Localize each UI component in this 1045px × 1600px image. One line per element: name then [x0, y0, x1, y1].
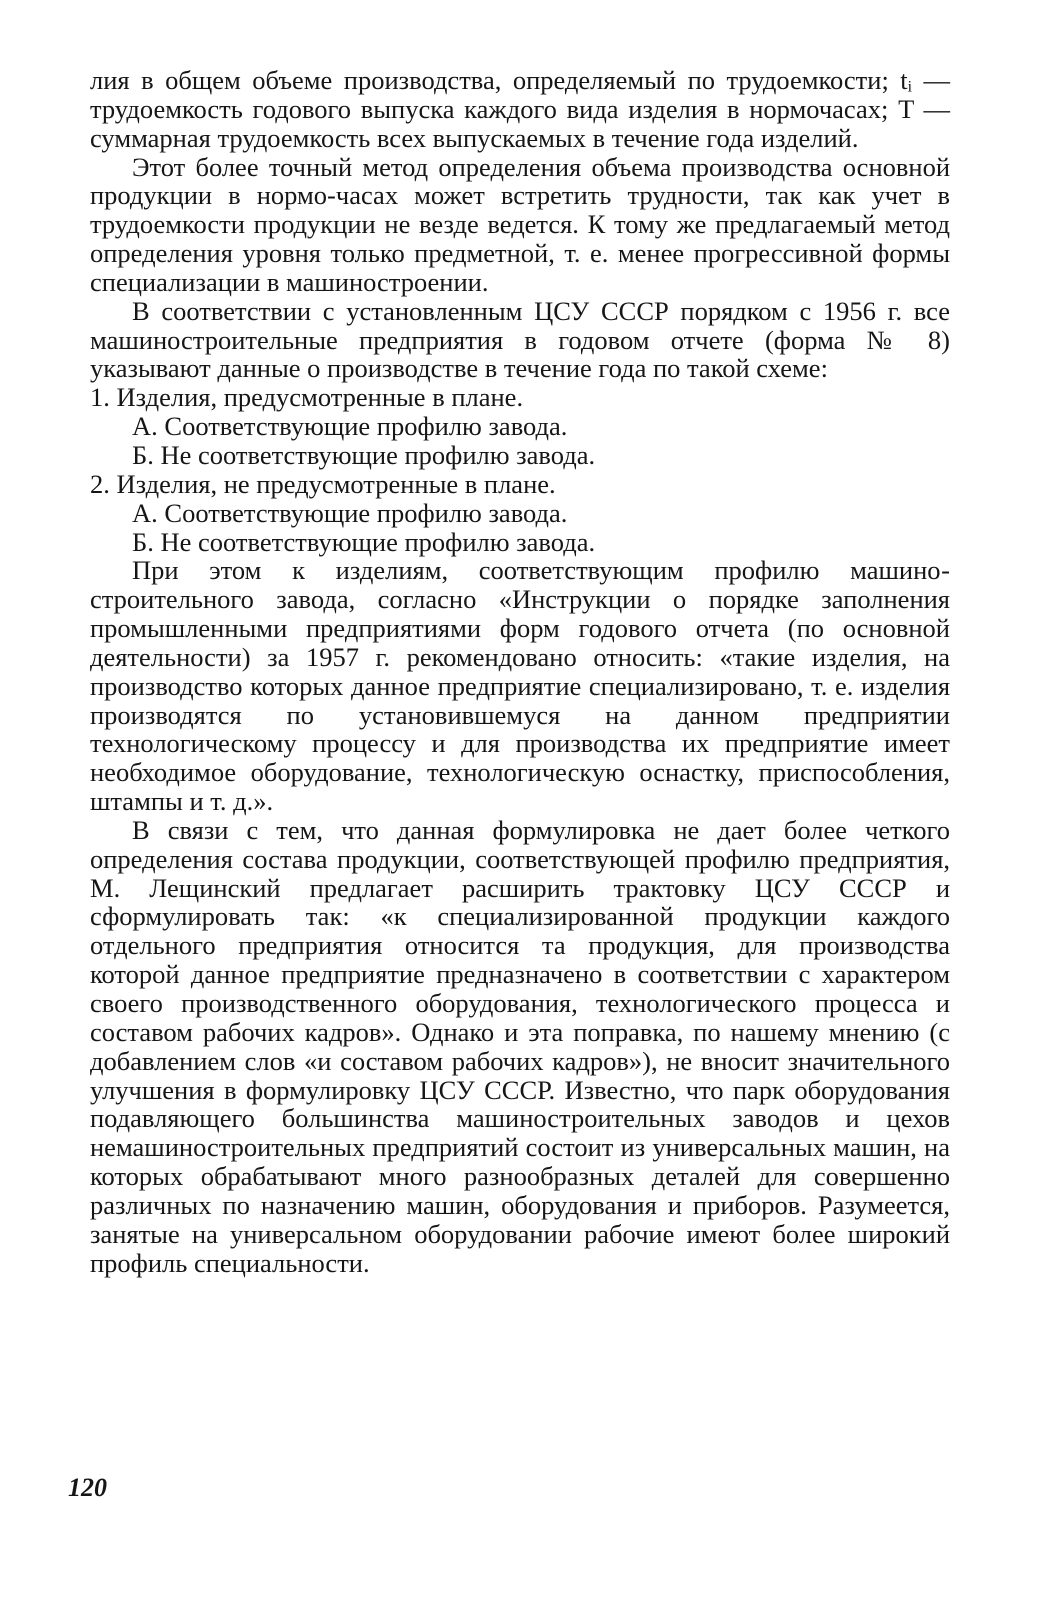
text-line: же предлагаемый метод определения уровня только предмет — [90, 209, 950, 269]
text-line: так как учет в трудоемкости продукции не везде ведется. К тому — [90, 180, 950, 240]
text-line: четкого определения состава продукции, соответствующей — [90, 814, 951, 874]
list-item: А. Соответствующие профилю завода. — [132, 411, 568, 442]
paragraph — [90, 153, 950, 297]
paragraph — [90, 66, 950, 153]
list-item: 1. Изделия, предусмотренные в плане. — [90, 382, 524, 413]
text-line: (по основной деятельности) за 1957 г. рекомендовано относить: — [90, 613, 950, 672]
text-line: специализировано, т. е. изделия производятся по установив — [90, 670, 951, 730]
text-line: При этом к изделиям, соответствующим профилю машино — [132, 555, 950, 586]
text-line: для производства их предприятие имеет необходимое оборудо — [90, 728, 950, 788]
text-line: «такие изделия, на производство которых данное предприятие — [90, 641, 950, 701]
text-line: вание, технологическую оснастку, приспособления, штампы — [90, 757, 950, 817]
text-line: В связи с тем, что данная формулировка не дает более — [132, 814, 848, 845]
list-item: 2. Изделия, не предусмотренные в плане. — [90, 468, 556, 499]
text-line: предназначено в соответствии с характером своего производ — [90, 959, 950, 1018]
text-line: вестно, что парк оборудования подавляющего большинства — [90, 1074, 950, 1134]
text-line: предприятий состоит из универсальных машин, на которых — [90, 1132, 951, 1192]
text-line: В соответствии с установленным ЦСУ СССР порядком — [132, 295, 788, 326]
text-line: различных по назначению машин, оборудования и приборов. — [90, 1189, 807, 1220]
page-number: 120 — [68, 1473, 107, 1502]
text-line: Этот более точный метод определения объема производства — [132, 151, 833, 182]
text-line: основной продукции в нормо-часах может встретить трудности, — [90, 151, 950, 211]
text-line: в нормочасах; T — суммарная трудоемкость всех выпускаемых — [90, 93, 951, 153]
text-line: ственного оборудования, технологического процесса и составом — [90, 988, 950, 1047]
text-line: рабочих кадров». Однако и эта поправка, по нашему мнению — [202, 1016, 920, 1047]
list-item: Б. Не соответствующие профилю завода. — [132, 526, 596, 557]
text-line: шемуся на данном предприятии технологическому процессу и — [90, 699, 950, 759]
list-item: Б. Не соответствующие профилю завода. — [132, 439, 596, 470]
text-line: и т. д.». — [189, 786, 274, 817]
text-line: обрабатывают много разнообразных деталей для совершенно — [200, 1161, 951, 1192]
text-line: рованной продукции каждого отдельного предприятия относит — [90, 901, 950, 961]
text-line: Разумеется, занятые на универсальном оборудовании рабочие — [90, 1189, 950, 1249]
text-line: нения промышленными предприятиями форм годового отчета — [90, 584, 950, 644]
text-line: строительного завода, согласно «Инструкции о порядке запол — [90, 584, 884, 615]
text-line: сти; tᵢ —трудоемкость годового выпуска каждого вида изделия — [90, 65, 950, 124]
text-line: лия в общем объеме производства, определяемый по трудоемко — [90, 65, 844, 95]
text-line: значительного улучшения в формулировку ЦСУ СССР. Из — [90, 1045, 950, 1105]
text-line: трактовку ЦСУ СССР и сформулировать так: «к специализи — [90, 872, 951, 932]
body-text — [90, 66, 950, 1277]
text-line: ной, т. е. менее прогрессивной формы специализации в машино — [90, 238, 951, 297]
text-line: (с добавлением слов «и составом рабочих кадров»), не вносит — [90, 1016, 950, 1076]
text-line: с 1956 г. все машиностроительные предприятия в годовом отчете — [90, 295, 950, 355]
text-line: (форма № 8) указывают данные о производстве в течение года — [90, 324, 950, 384]
text-line: ся та продукция, для производства которой данное предприятие — [90, 930, 950, 990]
text-line: по такой схеме: — [652, 353, 828, 384]
paragraph — [90, 816, 950, 1278]
paragraph — [90, 556, 950, 816]
text-line: машиностроительных заводов и цехов немашиностроительных — [90, 1103, 951, 1163]
text-line: профилю предприятия, М. Лещинский предлагает расширить — [90, 843, 951, 903]
text-line: в течение года изделий. — [592, 122, 859, 153]
text-line: строении. — [377, 266, 489, 297]
paragraph — [90, 297, 950, 384]
list-item: А. Соответствующие профилю завода. — [132, 497, 568, 528]
text-line: имеют более широкий профиль специальности. — [90, 1218, 951, 1278]
